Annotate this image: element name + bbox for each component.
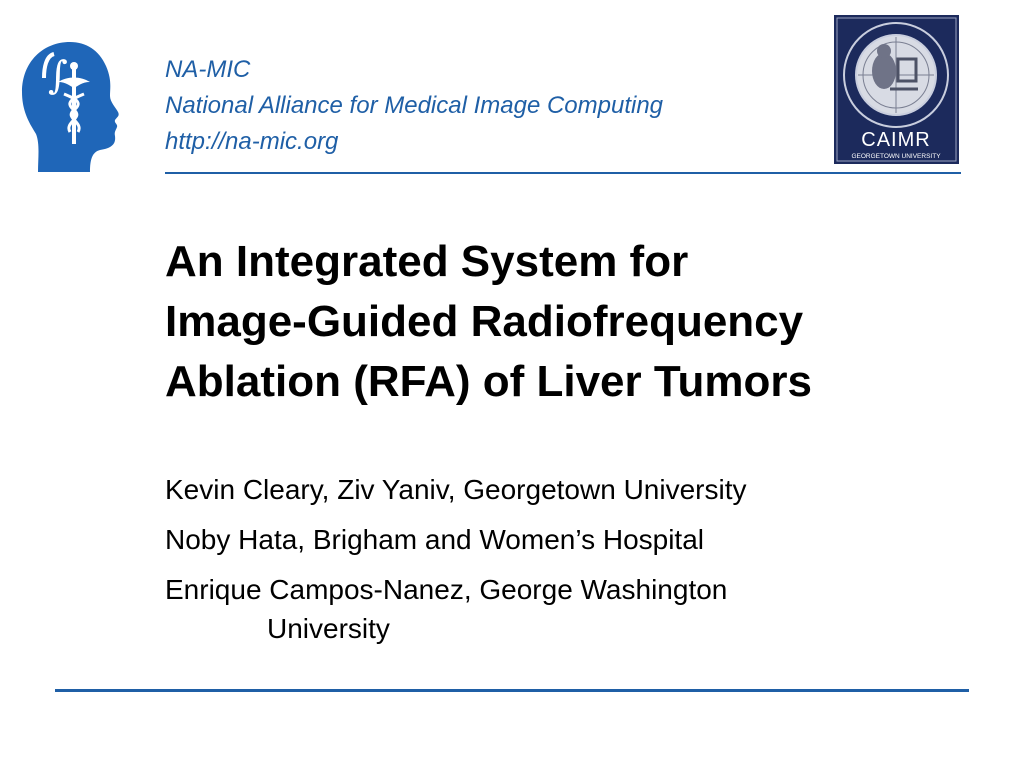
slide-title [165, 232, 985, 412]
footer-divider [55, 689, 969, 692]
author-line-2: Noby Hata, Brigham and Women’s Hospital [165, 524, 704, 555]
org-short-name: NA-MIC [165, 56, 251, 83]
author-line-3-continuation: University [267, 613, 390, 644]
caimr-logo-institution: GEORGETOWN UNIVERSITY [851, 153, 941, 160]
author-line-3: Enrique Campos-Nanez, George Washington [165, 574, 728, 605]
caimr-logo-icon [834, 15, 959, 164]
author-line-1: Kevin Cleary, Ziv Yaniv, Georgetown University [165, 474, 747, 505]
title-line-2: Image-Guided Radiofrequency [165, 297, 804, 346]
title-line-1: An Integrated System for [165, 237, 689, 286]
svg-text:∫: ∫ [48, 53, 68, 97]
header-divider [165, 172, 961, 174]
header-organization [165, 52, 663, 160]
title-line-3: Ablation (RFA) of Liver Tumors [165, 357, 812, 406]
org-url: http://na-mic.org [165, 128, 339, 155]
org-full-name: National Alliance for Medical Image Computing [165, 92, 664, 119]
na-mic-logo-icon [18, 40, 123, 175]
caimr-logo-acronym: CAIMR [861, 129, 931, 151]
author-list [165, 470, 985, 648]
